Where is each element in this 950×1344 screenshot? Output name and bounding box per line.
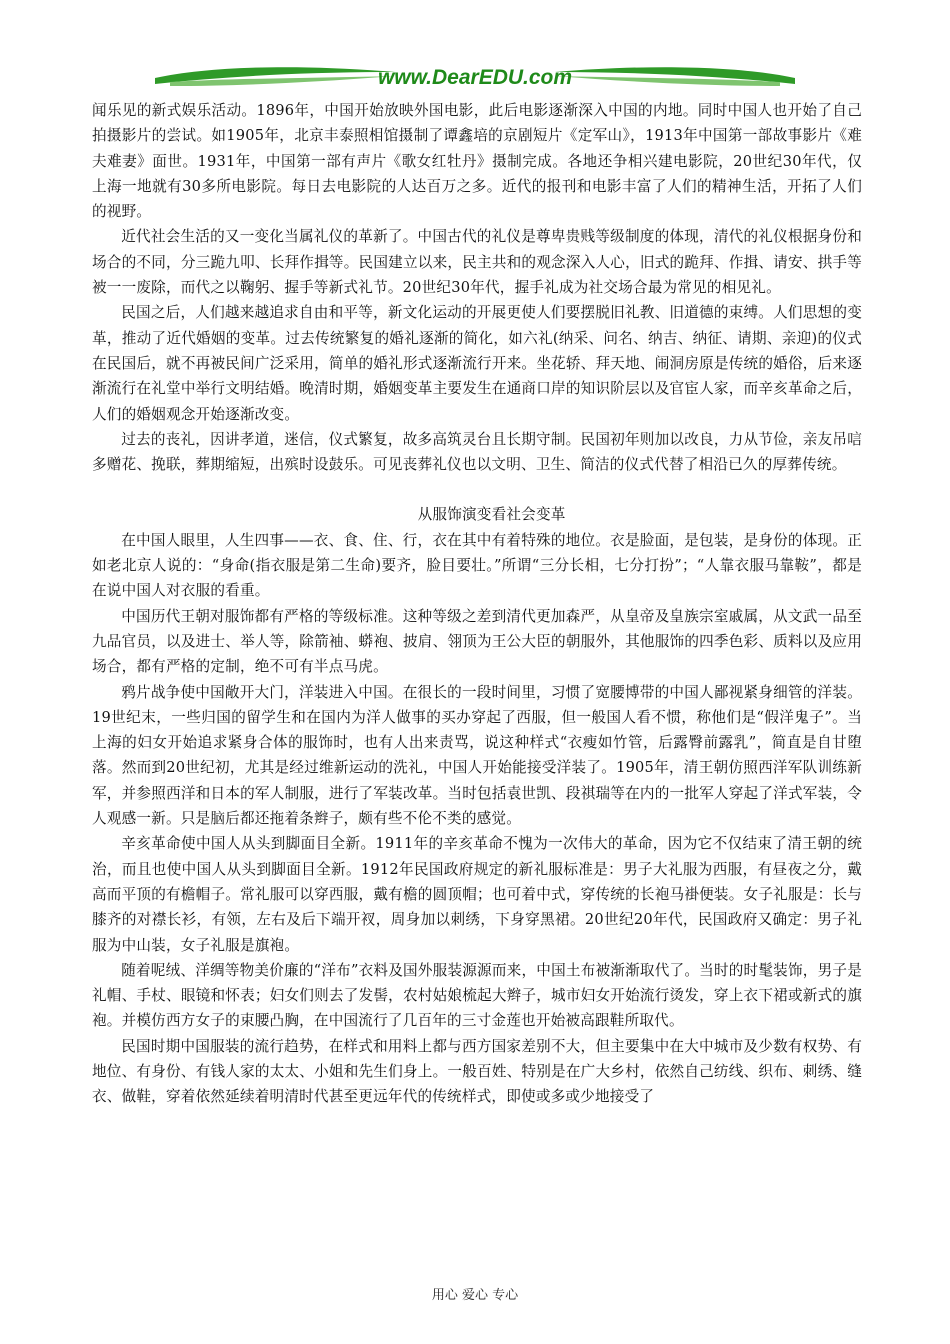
paragraph: 闻乐见的新式娱乐活动。1896年，中国开始放映外国电影，此后电影逐渐深入中国的内地。同时中国人也开始了自己拍摄影片的尝试。如1905年，北京丰泰照相馆摄制了谭鑫培的京剧短片《定军山》，1913年中国第一部故事影片《难夫难妻》面世。1931年，中国第一部有声片《歌女红牡丹》摄制完成。各地还争相兴建电影院，20世纪30年代，仅上海一地就有30多所电影院。每日去电影院的人达百万之多。近代的报刊和电影丰富了人们的精神生活，开拓了人们的视野。 — [92, 102, 862, 221]
paragraph: 中国历代王朝对服饰都有严格的等级标准。这种等级之差到清代更加森严，从皇帝及皇族宗室戚属，从文武一品至九品官员，以及进士、举人等，除箭袖、蟒袍、披肩、翎顶为王公大臣的朝服外，其他服饰的四季色彩、质料以及应用场合，都有严格的定制，绝不可有半点马虎。 — [92, 607, 862, 676]
paragraph: 民国之后，人们越来越追求自由和平等，新文化运动的开展更使人们要摆脱旧礼教、旧道德的束缚。人们思想的变革，推动了近代婚姻的变革。过去传统繁复的婚礼逐渐的简化，如六礼(纳采、问名、纳吉、纳征、请期、亲迎)的仪式在民国后，就不再被民间广泛采用，简单的婚礼形式逐渐流行开来。坐花轿、拜天地、闹洞房原是传统的婚俗，后来逐渐流行在礼堂中举行文明结婚。晚清时期，婚姻变革主要发生在通商口岸的知识阶层以及官宦人家，而辛亥革命之后，人们的婚姻观念开始逐渐改变。 — [92, 304, 862, 423]
section-title: 从服饰演变看社会变革 — [417, 506, 566, 524]
paragraph: 在中国人眼里，人生四事——衣、食、住、行，衣在其中有着特殊的地位。衣是脸面，是包装，是身份的体现。正如老北京人说的：“身命(指衣服是第二生命)要齐，脸目要壮。”所谓“三分长相，七分打扮”；“人靠衣服马靠鞍”，都是在说中国人对衣服的看重。 — [92, 531, 862, 600]
dearedu-logo — [150, 58, 800, 98]
logo-text: www.DearEDU.com — [377, 66, 573, 89]
page-footer: 用心 爱心 专心 — [431, 1288, 519, 1303]
paragraph: 鸦片战争使中国敞开大门，洋装进入中国。在很长的一段时间里，习惯了宽腰博带的中国人鄙视紧身细管的洋装。19世纪末，一些归国的留学生和在国内为洋人做事的买办穿起了西服，但一般国人看不惯，称他们是“假洋鬼子”。当上海的妇女开始追求紧身合体的服饰时，也有人出来责骂，说这种样式“衣瘦如竹管，后露臀前露乳”，简直是自甘堕落。然而到20世纪初，尤其是经过维新运动的洗礼，中国人开始能接受洋装了。1905年，清王朝仿照西洋军队训练新军，并参照西洋和日本的军人制服，进行了军装改革。当时包括袁世凯、段祺瑞等在内的一批军人穿起了洋式军装，令人观感一新。只是脑后都还拖着条辫子，颇有些不伦不类的感觉。 — [92, 683, 862, 828]
paragraph: 近代社会生活的又一变化当属礼仪的革新了。中国古代的礼仪是尊卑贵贱等级制度的体现，清代的礼仪根据身份和场合的不同，分三跪九叩、长拜作揖等。民国建立以来，民主共和的观念深入人心，旧式的跪拜、作揖、请安、拱手等被一一废除，而代之以鞠躬、握手等新式礼节。20世纪30年代，握手礼成为社交场合最为常见的相见礼。 — [92, 228, 862, 297]
paragraph: 过去的丧礼，因讲孝道，迷信，仪式繁复，故多高筑灵台且长期守制。民国初年则加以改良，力从节俭，亲友吊唁多赠花、挽联，葬期缩短，出殡时设鼓乐。可见丧葬礼仪也以文明、卫生、简洁的仪式代替了相沿已久的厚葬传统。 — [92, 430, 862, 474]
paragraph: 随着呢绒、洋绸等物美价廉的“洋布”衣料及国外服装源源而来，中国土布被渐渐取代了。当时的时髦装饰，男子是礼帽、手杖、眼镜和怀表；妇女们则去了发髻，农村姑娘梳起大辫子，城市妇女开始流行烫发，穿上衣下裙或新式的旗袍。并模仿西方女子的束腰凸胸，在中国流行了几百年的三寸金莲也开始被高跟鞋所取代。 — [92, 961, 862, 1030]
document-body — [92, 98, 862, 1110]
site-header — [150, 58, 800, 98]
paragraph: 民国时期中国服装的流行趋势，在样式和用料上都与西方国家差别不大，但主要集中在大中城市及少数有权势、有地位、有身份、有钱人家的太太、小姐和先生们身上。一般百姓、特别是在广大乡村，依然自己纺线、织布、刺绣、缝衣、做鞋，穿着依然延续着明清时代甚至更远年代的传统样式，即使或多或少地接受了 — [92, 1037, 862, 1106]
paragraph: 辛亥革命使中国人从头到脚面目全新。1911年的辛亥革命不愧为一次伟大的革命，因为它不仅结束了清王朝的统治，而且也使中国人从头到脚面目全新。1912年民国政府规定的新礼服标准是：男子大礼服为西服，有昼夜之分，戴高而平顶的有檐帽子。常礼服可以穿西服，戴有檐的圆顶帽；也可着中式，穿传统的长袍马褂便装。女子礼服是：长与膝齐的对襟长衫，有领，左右及后下端开衩，周身加以刺绣，下身穿黑裙。20世纪20年代，民国政府又确定：男子礼服为中山装，女子礼服是旗袍。 — [92, 835, 862, 954]
